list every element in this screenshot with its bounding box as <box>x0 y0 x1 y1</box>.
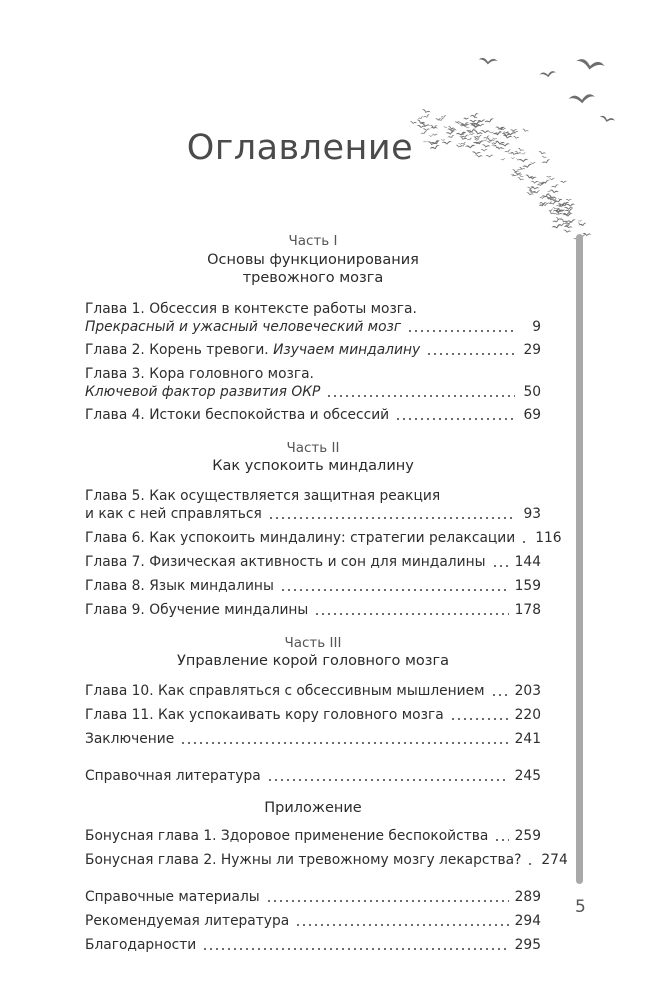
leader-dots <box>450 718 509 720</box>
part-3 <box>85 634 541 748</box>
bird-icon <box>418 116 424 120</box>
bird-icon <box>533 190 541 194</box>
page-number: 241 <box>514 731 541 747</box>
page-number: 245 <box>514 768 541 784</box>
bird-icon <box>565 199 572 201</box>
entry-text <box>85 341 420 359</box>
leader-dots <box>491 694 509 696</box>
entry-text: Глава 6. Как успокоить миндалину: стратегии релаксации <box>85 530 516 546</box>
page-number: 294 <box>514 913 541 929</box>
entry-text <box>85 383 320 401</box>
bird-icon <box>564 207 573 210</box>
leader-dots <box>202 948 508 950</box>
page-number: 50 <box>523 384 541 400</box>
part-label: Часть III <box>284 635 342 651</box>
leader-dots <box>527 863 535 865</box>
page-number: 29 <box>523 342 541 358</box>
page-number-footer: 5 <box>575 897 586 917</box>
entry-text: и как с ней справляться <box>85 506 262 522</box>
toc-entry-chapter-6[interactable] <box>85 529 562 547</box>
bird-icon <box>478 58 498 66</box>
part-2 <box>85 439 562 619</box>
entry-text: Бонусная глава 2. Нужны ли тревожному мозгу лекарства? <box>85 852 522 868</box>
entry-text: Бонусная глава 1. Здоровое применение беспокойства <box>85 828 489 844</box>
toc-entry-chapter-5[interactable] <box>85 487 541 523</box>
appendix-title: Приложение <box>264 800 362 816</box>
toc-entry-chapter-11[interactable] <box>85 706 541 724</box>
entry-text: Глава 10. Как справляться с обсессивным мышлением <box>85 683 485 699</box>
page-number: 9 <box>532 319 541 335</box>
bird-icon <box>469 120 477 123</box>
leader-dots <box>395 418 515 420</box>
entry-text: Глава 9. Обучение миндалины <box>85 602 309 618</box>
entry-text: Глава 11. Как успокаивать кору головного мозга <box>85 707 444 723</box>
entry-text <box>85 318 401 336</box>
toc-entry-reference-materials[interactable] <box>85 888 541 906</box>
entry-text-prefix: Глава 2. Корень тревоги. <box>85 342 274 358</box>
part-1 <box>85 232 541 424</box>
bird-icon <box>510 174 515 177</box>
bird-icon <box>517 177 525 182</box>
page-number: 69 <box>523 407 541 423</box>
part-title: Как успокоить миндалину <box>212 458 414 474</box>
bird-icon <box>526 192 534 197</box>
leader-dots <box>280 589 509 591</box>
page-number: 159 <box>514 578 541 594</box>
leader-dots <box>492 565 509 567</box>
bird-icon <box>551 184 559 189</box>
toc-entry-chapter-3[interactable] <box>85 365 541 401</box>
toc-entry-chapter-9[interactable] <box>85 601 541 619</box>
toc-entry-conclusion[interactable] <box>85 730 541 748</box>
toc-entry-bonus-1[interactable] <box>85 827 541 845</box>
entry-text: Глава 4. Истоки беспокойства и обсессий <box>85 407 390 423</box>
leader-dots <box>295 924 508 926</box>
flock-of-birds-icon <box>0 0 659 240</box>
bird-icon <box>549 208 554 212</box>
entry-text-italic: Изучаем миндалину <box>273 342 421 358</box>
page-number: 274 <box>541 852 568 868</box>
page-number: 259 <box>514 828 541 844</box>
bird-icon <box>578 220 583 223</box>
bird-icon <box>560 181 567 184</box>
toc-entry-acknowledgements[interactable] <box>85 936 541 954</box>
toc-entry-chapter-1[interactable] <box>85 300 541 336</box>
toc-entry-chapter-8[interactable] <box>85 577 541 595</box>
bird-icon <box>552 207 557 211</box>
leader-dots <box>314 613 508 615</box>
part-title: Основы функционирования <box>207 252 419 268</box>
toc-entry-recommended-reading[interactable] <box>85 912 541 930</box>
page-number: 220 <box>514 707 541 723</box>
page-number: 295 <box>514 937 541 953</box>
leader-dots <box>268 517 515 519</box>
toc-entry-chapter-2[interactable] <box>85 341 541 359</box>
toc-entry-chapter-4[interactable] <box>85 406 541 424</box>
leader-dots <box>494 839 508 841</box>
entry-text: Справочная литература <box>85 768 261 784</box>
bird-icon <box>568 94 595 105</box>
table-of-contents <box>85 232 568 954</box>
bird-icon <box>423 114 431 119</box>
entry-text: Справочные материалы <box>85 889 260 905</box>
bird-icon <box>409 121 417 125</box>
entry-text: Глава 3. Кора головного мозга. <box>85 366 314 382</box>
entry-text: Глава 5. Как осуществляется защитная реакция <box>85 488 441 504</box>
entry-text-italic: Ключевой фактор развития ОКР <box>85 384 321 400</box>
part-label: Часть I <box>288 233 338 249</box>
bird-icon <box>546 176 552 178</box>
page-number: 289 <box>514 889 541 905</box>
bird-icon <box>563 229 572 233</box>
bird-icon <box>539 196 545 199</box>
entry-text-italic: Прекрасный и ужасный человеческий мозг <box>85 319 402 335</box>
bird-icon <box>548 178 555 181</box>
part-title: тревожного мозга <box>242 270 384 286</box>
part-title: Управление корой головного мозга <box>177 653 449 669</box>
page-title: Оглавление <box>186 128 414 168</box>
toc-entry-chapter-10[interactable] <box>85 682 541 700</box>
bird-icon <box>421 109 431 115</box>
toc-entry-bonus-2[interactable] <box>85 851 568 869</box>
appendix <box>85 799 568 869</box>
bird-icon <box>484 118 494 125</box>
entry-text: Заключение <box>85 731 175 747</box>
page-number: 178 <box>514 602 541 618</box>
bird-icon <box>549 201 557 206</box>
leader-dots <box>521 541 529 543</box>
bird-icon <box>539 71 556 79</box>
leader-dots <box>267 779 509 781</box>
part-label: Часть II <box>286 440 340 456</box>
bird-icon <box>547 190 552 193</box>
back-matter <box>85 888 541 954</box>
page-number: 144 <box>514 554 541 570</box>
leader-dots <box>407 330 515 332</box>
bird-icon <box>530 181 539 184</box>
leader-dots <box>180 742 508 744</box>
entry-text: Глава 1. Обсессия в контексте работы мозга. <box>85 301 417 317</box>
page-number: 93 <box>523 506 541 522</box>
bird-icon <box>575 58 605 72</box>
bird-icon <box>566 204 575 207</box>
bird-icon <box>599 115 615 124</box>
toc-entry-references[interactable] <box>85 767 541 785</box>
toc-entry-chapter-7[interactable] <box>85 553 541 571</box>
entry-text: Рекомендуемая литература <box>85 913 290 929</box>
leader-dots <box>326 395 515 397</box>
page-number: 116 <box>535 530 562 546</box>
scrollbar[interactable] <box>576 234 583 884</box>
leader-dots <box>426 353 515 355</box>
entry-text: Глава 7. Физическая активность и сон для миндалины <box>85 554 486 570</box>
bird-icon <box>549 189 559 194</box>
leader-dots <box>266 900 509 902</box>
entry-text: Благодарности <box>85 937 197 953</box>
page-number: 203 <box>514 683 541 699</box>
entry-text: Глава 8. Язык миндалины <box>85 578 274 594</box>
